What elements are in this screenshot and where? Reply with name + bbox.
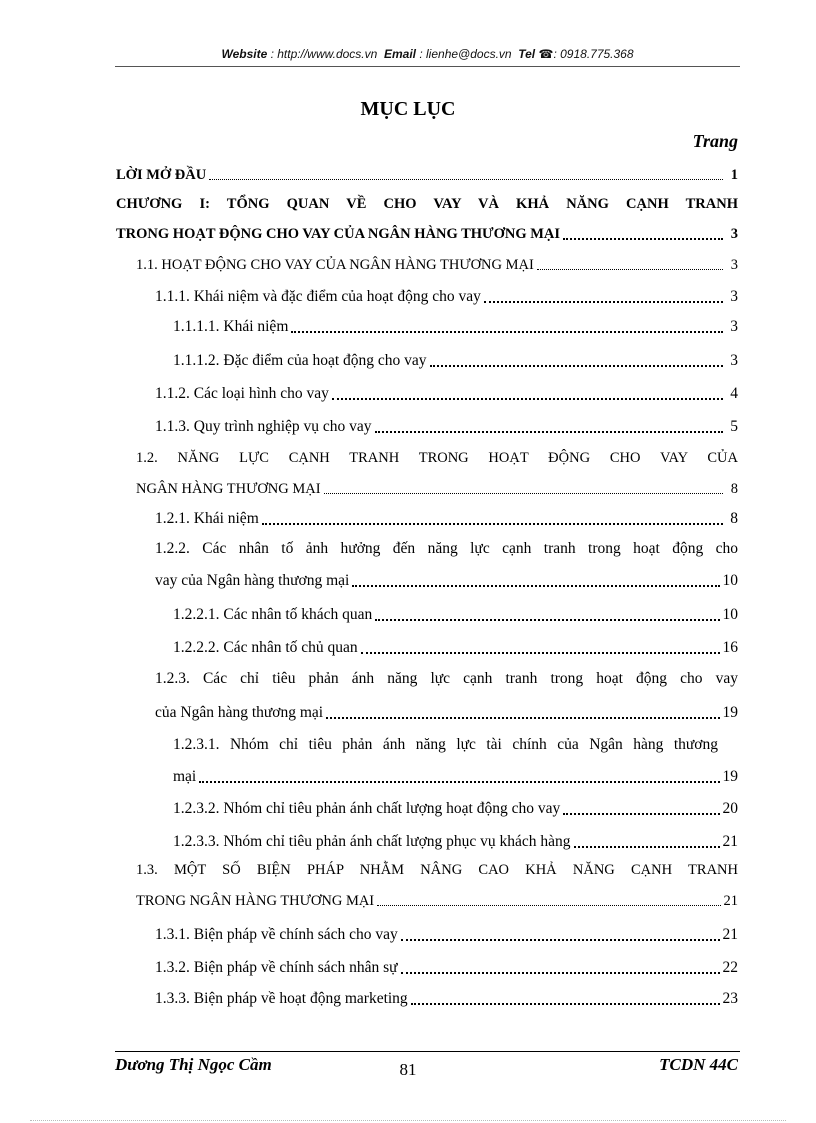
toc-entry-label: LỜI MỞ ĐẦU: [116, 167, 207, 183]
toc-leader: [332, 383, 723, 400]
toc-entry-page: 21: [723, 893, 738, 909]
toc-entry-label: TRONG HOẠT ĐỘNG CHO VAY CỦA NGÂN HÀNG THƯƠNG MẠI: [116, 226, 561, 242]
toc-entry-label: mại: [173, 768, 197, 785]
toc-entry[interactable]: [155, 957, 738, 979]
toc-leader: [375, 416, 723, 433]
toc-entry-page: 4: [730, 385, 738, 402]
toc-entry-line1[interactable]: 1.2. NĂNG LỰC CẠNH TRANH TRONG HOẠT ĐỘNG CHO VAY CỦA: [136, 450, 738, 466]
toc-entry-label: 1.1.2. Các loại hình cho vay: [155, 385, 329, 402]
toc-leader: [209, 164, 723, 180]
toc-leader: [326, 702, 719, 719]
toc-leader: [324, 478, 723, 494]
toc-entry-label: 1.1.3. Quy trình nghiệp vụ cho vay: [155, 418, 372, 435]
tel-value: : 0918.775.368: [553, 47, 634, 61]
footer-author: Dương Thị Ngọc Cầm: [115, 1055, 272, 1074]
toc-entry[interactable]: [116, 164, 738, 186]
toc-entry[interactable]: [155, 924, 738, 946]
toc-leader: [574, 831, 720, 848]
toc-leader: [199, 766, 719, 783]
toc-entry-label: vay của Ngân hàng thương mại: [155, 572, 350, 589]
toc-entry-label: 1.1. HOẠT ĐỘNG CHO VAY CỦA NGÂN HÀNG THƯƠNG MẠI: [136, 257, 534, 273]
toc-leader: [411, 988, 720, 1005]
toc-entry-label: 1.1.1.2. Đặc điểm của hoạt động cho vay: [173, 352, 427, 369]
toc-leader: [262, 508, 723, 525]
toc-entry[interactable]: [155, 383, 738, 405]
toc-entry-label: 1.1.1.1. Khái niệm: [173, 318, 289, 335]
page-title: MỤC LỤC: [360, 98, 456, 120]
toc-entry-page: 3: [730, 318, 738, 335]
footer-class-code: TCDN 44C: [659, 1055, 738, 1074]
toc-entry[interactable]: [116, 223, 738, 245]
toc-entry-label: NGÂN HÀNG THƯƠNG MẠI: [136, 481, 321, 497]
toc-leader: [563, 798, 719, 815]
header-divider: [115, 66, 740, 67]
tel-label: Tel: [518, 47, 536, 61]
toc-entry-page: 10: [722, 606, 738, 623]
toc-entry-label: 1.2.2.2. Các nhân tố chủ quan: [173, 639, 358, 656]
toc-entry-label: 1.3.2. Biện pháp về chính sách nhân sự: [155, 959, 398, 976]
toc-entry-page: 23: [722, 990, 738, 1007]
email-label: Email: [383, 47, 416, 61]
toc-entry[interactable]: [155, 570, 738, 592]
toc-entry-page: 3: [730, 352, 738, 369]
toc-entry[interactable]: [155, 286, 738, 308]
toc-entry[interactable]: [173, 798, 738, 820]
toc-entry[interactable]: [173, 766, 738, 788]
toc-entry[interactable]: [155, 508, 738, 530]
toc-entry-label: TRONG NGÂN HÀNG THƯƠNG MẠI: [136, 893, 375, 909]
toc-leader: [377, 890, 720, 906]
toc-entry[interactable]: [155, 988, 738, 1010]
footer-divider: [115, 1051, 740, 1052]
toc-entry-line1[interactable]: 1.3. MỘT SỐ BIỆN PHÁP NHẰM NÂNG CAO KHẢ NĂNG CẠNH TRANH: [136, 862, 738, 878]
toc-entry-page: 20: [722, 800, 738, 817]
toc-entry-page: 3: [730, 257, 738, 273]
toc-entry-label: 1.3.1. Biện pháp về chính sách cho vay: [155, 926, 398, 943]
toc-entry-label: 1.2.1. Khái niệm: [155, 510, 259, 527]
toc-entry[interactable]: [155, 702, 738, 724]
toc-entry[interactable]: [173, 831, 738, 853]
toc-entry-label: 1.2.3.3. Nhóm chỉ tiêu phản ánh chất lượng phục vụ khách hàng: [173, 833, 571, 850]
page-column-heading: Trang: [692, 131, 738, 151]
toc-entry-page: 3: [730, 226, 738, 242]
toc-entry-page: 16: [722, 639, 738, 656]
toc-entry-page: 1: [730, 167, 738, 183]
toc-entry-line1[interactable]: 1.2.3. Các chỉ tiêu phản ánh năng lực cạnh tranh trong hoạt động cho vay: [155, 670, 738, 687]
footer-page-number: 81: [399, 1060, 417, 1079]
toc-entry-label: 1.1.1. Khái niệm và đặc điểm của hoạt động cho vay: [155, 288, 481, 305]
toc-leader: [291, 316, 723, 333]
toc-entry-line1[interactable]: CHƯƠNG I: TỔNG QUAN VỀ CHO VAY VÀ KHẢ NĂNG CẠNH TRANH: [116, 196, 738, 212]
page-bottom-border: [30, 1120, 786, 1121]
toc-entry-page: 8: [730, 510, 738, 527]
toc-entry-page: 19: [722, 704, 738, 721]
toc-entry-label: 1.2.3.2. Nhóm chỉ tiêu phản ánh chất lượng hoạt động cho vay: [173, 800, 561, 817]
toc-entry[interactable]: [173, 316, 738, 338]
toc-entry-label: 1.2.2.1. Các nhân tố khách quan: [173, 606, 373, 623]
toc-entry[interactable]: [173, 637, 738, 659]
toc-leader: [430, 350, 723, 367]
toc-entry-line1[interactable]: 1.2.2. Các nhân tố ảnh hưởng đến năng lực cạnh tranh trong hoạt động cho: [155, 540, 738, 557]
toc-entry[interactable]: [155, 416, 738, 438]
email-value[interactable]: : lienhe@docs.vn: [419, 47, 512, 61]
phone-icon: ☎: [538, 47, 554, 61]
toc-entry-page: 10: [722, 572, 738, 589]
toc-entry-page: 3: [730, 288, 738, 305]
toc-entry-page: 19: [722, 768, 738, 785]
toc-entry-page: 21: [722, 833, 738, 850]
toc-entry-page: 22: [722, 959, 738, 976]
website-label: Website: [221, 47, 268, 61]
toc-leader: [484, 286, 723, 303]
toc-leader: [537, 254, 723, 270]
toc-leader: [401, 924, 720, 941]
website-value[interactable]: : http://www.docs.vn: [270, 47, 378, 61]
toc-entry-page: 8: [730, 481, 738, 497]
toc-entry[interactable]: [173, 604, 738, 626]
toc-entry-page: 5: [730, 418, 738, 435]
toc-entry[interactable]: [136, 254, 738, 276]
toc-entry-label: 1.3.3. Biện pháp về hoạt động marketing: [155, 990, 408, 1007]
toc-leader: [401, 957, 720, 974]
toc-entry-label: của Ngân hàng thương mại: [155, 704, 324, 721]
page-header: [115, 47, 740, 61]
toc-entry-page: 21: [722, 926, 738, 943]
toc-leader: [361, 637, 720, 654]
toc-entry[interactable]: [136, 478, 738, 500]
toc-entry[interactable]: [136, 890, 738, 912]
toc-entry[interactable]: [173, 350, 738, 372]
toc-entry-line1[interactable]: 1.2.3.1. Nhóm chỉ tiêu phản ánh năng lực tài chính của Ngân hàng thương: [173, 736, 718, 753]
toc-leader: [563, 223, 723, 240]
toc-leader: [352, 570, 719, 587]
toc-leader: [375, 604, 719, 621]
